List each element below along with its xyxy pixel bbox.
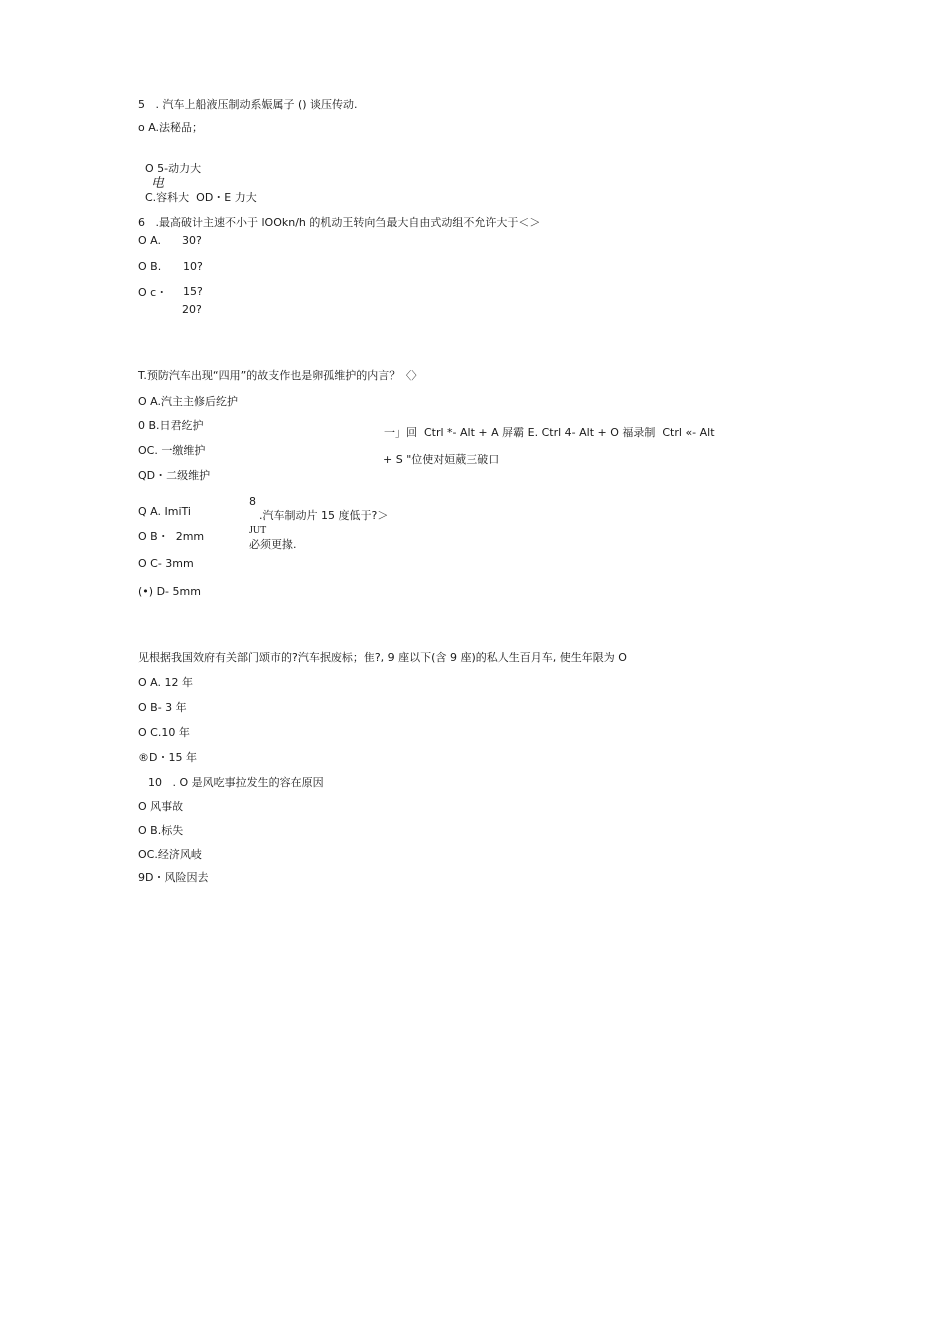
q7-option-c[interactable]: OC. 一缴维护 (138, 444, 206, 457)
q10-option-a[interactable]: O 风事故 (138, 800, 184, 813)
q5-option-a[interactable]: o A.法秘品； (138, 121, 204, 134)
q5-option-b-prefix: O 5-动力大 (145, 162, 202, 175)
q8-option-c[interactable]: O C- 3mm (138, 557, 194, 570)
q10-option-d[interactable]: 9D・风险因去 (138, 871, 209, 884)
q9-option-d[interactable]: ®D・15 年 (138, 751, 197, 764)
q9-option-a[interactable]: O A. 12 年 (138, 676, 193, 689)
shortcut-note-line1: 一」回 Ctrl *- Alt + A 屏霸 E. Ctrl 4- Alt + O 福录制 Ctrl «- Alt (384, 426, 715, 439)
q5-option-b-suffix: C.容科大 OD・E 力大 (145, 191, 257, 204)
q8-option-b[interactable]: O B・ 2mm (138, 530, 205, 543)
q5-stray-glyph: 电 (151, 175, 165, 190)
q8-stem-text: .汽车制动片 15 度低于?＞ (259, 509, 389, 522)
q7-option-d[interactable]: QD・二级维护 (138, 469, 211, 482)
q7-stem: T.预防汽车出现“四用”的故支作也是卵孤维护的内言？〈〉 (138, 369, 423, 382)
q6-option-b-value: 10? (183, 260, 203, 273)
q7-option-b[interactable]: 0 B.日君纥护 (138, 419, 204, 432)
q6-option-a-value: 30? (182, 234, 202, 247)
q6-option-a-label[interactable]: O A. (138, 234, 161, 247)
q6-option-b-label[interactable]: O B. (138, 260, 162, 273)
q9-option-b[interactable]: O B- 3 年 (138, 701, 187, 714)
q6-option-c-value: 15? (183, 285, 203, 298)
q7-option-a[interactable]: O A.汽主主修后纥护 (138, 395, 238, 408)
q8-stem-serif: JUT (249, 525, 267, 536)
q6-option-c-label[interactable]: O c・ (138, 286, 168, 299)
q8-stem (242, 481, 388, 552)
q10-option-b[interactable]: O B.标失 (138, 824, 184, 837)
q8-option-d[interactable]: (•) D- 5mm (138, 585, 201, 598)
q6-stem: 6 .最高破计主速不小于 lOOkn/h 的机动王转向刍最大自由式动组不允许大于＜＞ (138, 216, 541, 229)
q5-stem: 5 . 汽车上船液压制动系娠属子 () 谈压传动. (138, 98, 358, 111)
q8-stem-number: 8 (249, 495, 256, 508)
q8-stem-tail: 必须更掾. (249, 538, 297, 551)
q9-option-c[interactable]: O C.10 年 (138, 726, 190, 739)
q10-option-c[interactable]: OC.经济风岐 (138, 848, 202, 861)
q10-stem: 10 . O 是风吃事拉发生的容在原因 (148, 776, 324, 789)
q8-option-a[interactable]: Q A. ImiTi (138, 505, 191, 518)
q5-option-b-row[interactable] (138, 148, 257, 205)
q9-stem: 见根据我国效府有关部门颂市的?汽车抿废标；隹?, 9 座以下(含 9 座)的私人生百月车, 使生年限为 O (138, 651, 627, 664)
shortcut-note-line2: + S "位使对姮葳三破口 (383, 453, 500, 466)
q6-option-d-value: 20? (182, 303, 202, 316)
